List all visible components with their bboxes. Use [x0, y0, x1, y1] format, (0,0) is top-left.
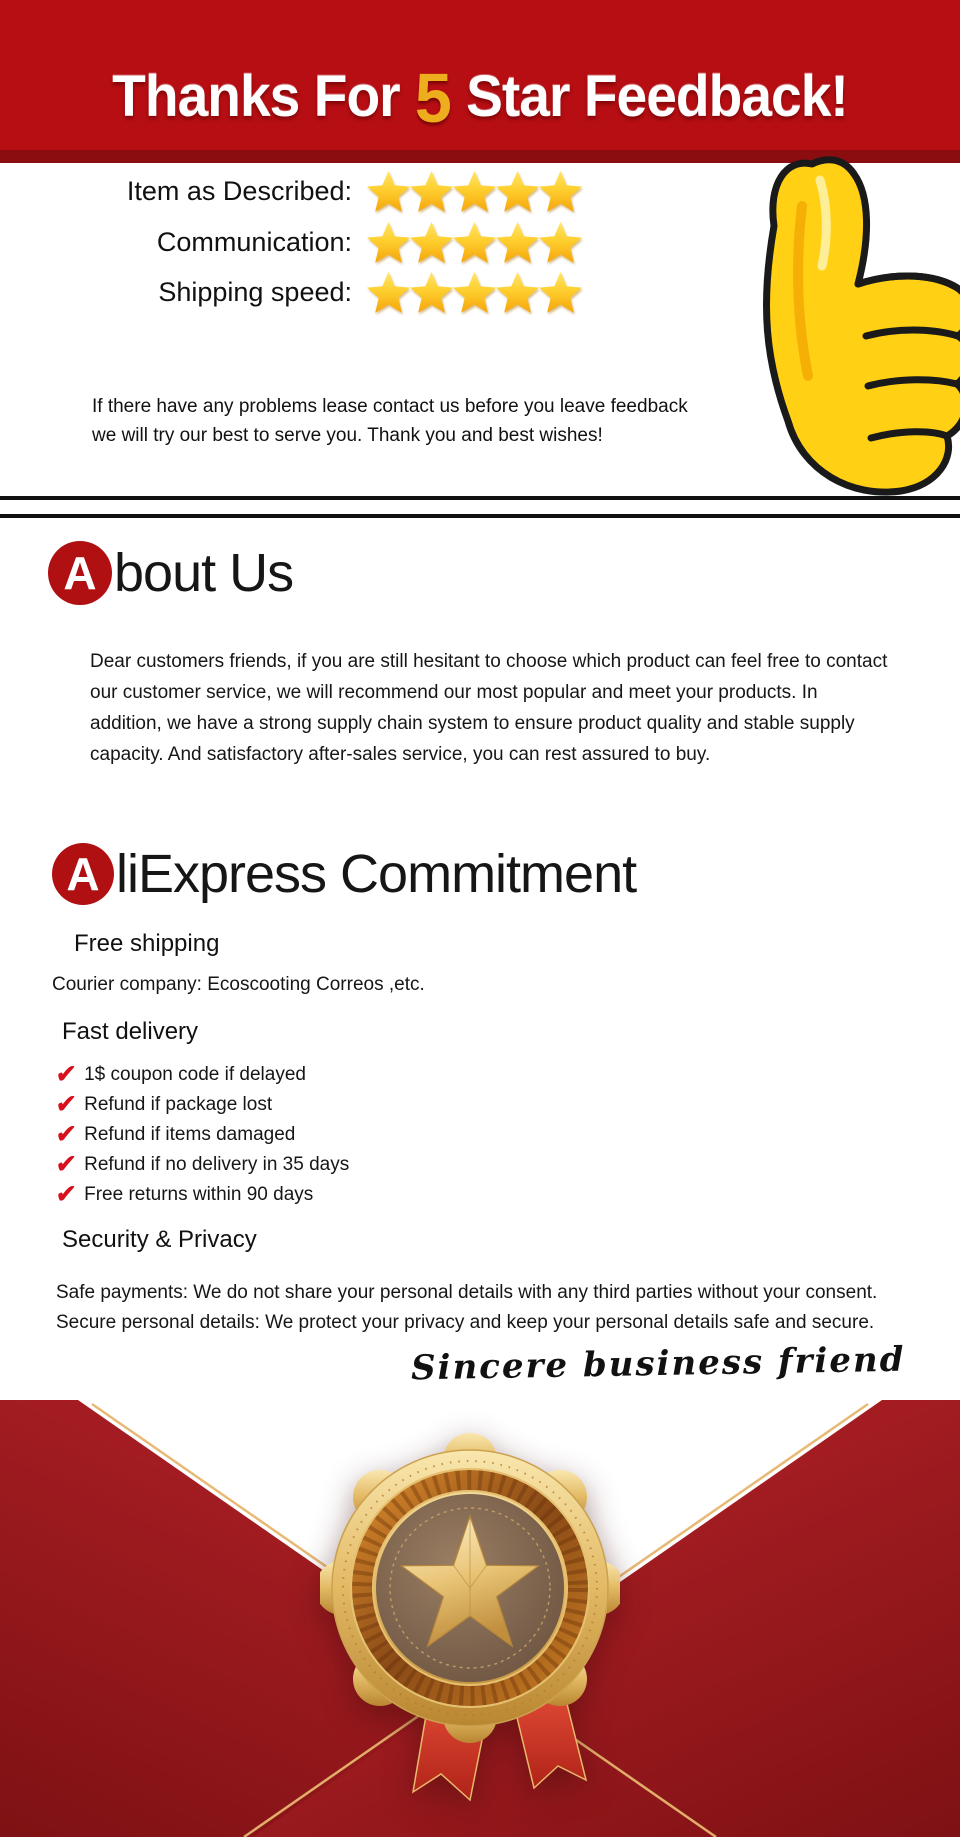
check-icon: ✔: [55, 1150, 78, 1179]
rating-row-communication: [50, 219, 610, 265]
secure-details-text: Secure personal details: We protect your privacy and keep your personal details safe and secure.: [56, 1312, 875, 1333]
free-shipping-heading: Free shipping: [74, 930, 220, 957]
star-icon: [538, 221, 583, 264]
about-us-paragraph: Dear customers friends, if you are still hesitant to choose which product can feel free to contact our customer service, we will recommend our most popular and meet your products. In addition, we have a strong supply chain system to ensure product quality and stable supply capacity. And satisfactory after-sales service, you can rest assured to buy.: [90, 651, 888, 765]
star-icon: [452, 271, 497, 314]
star-row: [366, 271, 581, 314]
star-icon: [366, 221, 411, 264]
star-icon: [495, 271, 540, 314]
rating-label: Shipping speed:: [158, 276, 352, 307]
red-a-badge-icon: A: [52, 843, 114, 905]
checklist-item-label: Refund if no delivery in 35 days: [84, 1154, 350, 1175]
checklist-item: [56, 1180, 349, 1210]
check-icon: ✔: [55, 1120, 78, 1149]
checklist-item: [56, 1120, 349, 1150]
checklist-item: [56, 1150, 349, 1180]
check-icon: ✔: [55, 1180, 78, 1209]
feedback-note: [92, 392, 688, 450]
envelope-graphic: [0, 1400, 960, 1837]
commitment-heading: [52, 843, 636, 905]
star-icon: [409, 170, 454, 213]
star-icon: [452, 221, 497, 264]
divider-line-bottom: [0, 514, 960, 518]
star-icon: [495, 170, 540, 213]
banner-text-after: Star Feedback!: [466, 64, 848, 129]
checklist-item-label: Free returns within 90 days: [84, 1184, 314, 1205]
about-us-title-text: bout Us: [114, 543, 294, 603]
fast-delivery-heading: Fast delivery: [62, 1018, 199, 1045]
star-icon: [366, 170, 411, 213]
signature-text: Sincere business friend: [411, 1339, 907, 1389]
star-row: [366, 170, 581, 213]
star-icon: [409, 221, 454, 264]
star-row: [366, 221, 581, 264]
rating-label: Communication:: [156, 226, 352, 257]
banner-highlight-5: 5: [414, 59, 451, 137]
checklist-item-label: Refund if items damaged: [84, 1124, 296, 1145]
banner-title: [24, 58, 936, 138]
divider-line-top: [0, 496, 960, 500]
safe-payments-text: Safe payments: We do not share your personal details with any third parties without your consent.: [56, 1282, 878, 1303]
rating-row-item-described: [50, 168, 610, 214]
security-privacy-heading: Security & Privacy: [62, 1226, 257, 1253]
rating-label: Item as Described:: [126, 175, 352, 206]
banner-text-before: Thanks For: [112, 64, 400, 129]
about-us-heading: [48, 541, 293, 605]
check-icon: ✔: [55, 1060, 78, 1089]
feedback-note-line2: we will try our best to serve you. Thank you and best wishes!: [92, 425, 603, 446]
star-icon: [538, 170, 583, 213]
thumbs-up-icon: [716, 146, 960, 508]
check-icon: ✔: [55, 1090, 78, 1119]
commitment-title-text: liExpress Commitment: [116, 844, 637, 904]
courier-company-text: Courier company: Ecoscooting Correos ,etc.: [52, 974, 425, 995]
checklist-item-label: 1$ coupon code if delayed: [84, 1064, 306, 1085]
fast-delivery-checklist: [56, 1060, 349, 1210]
star-icon: [366, 271, 411, 314]
star-icon: [409, 271, 454, 314]
rating-row-shipping-speed: [50, 269, 610, 315]
star-icon: [495, 221, 540, 264]
red-a-badge-icon: A: [48, 541, 112, 605]
star-icon: [452, 170, 497, 213]
star-icon: [538, 271, 583, 314]
checklist-item: [56, 1060, 349, 1090]
checklist-item-label: Refund if package lost: [84, 1094, 273, 1115]
feedback-note-line1: If there have any problems lease contact us before you leave feedback: [92, 396, 688, 417]
medal-icon: [320, 1428, 620, 1823]
checklist-item: [56, 1090, 349, 1120]
